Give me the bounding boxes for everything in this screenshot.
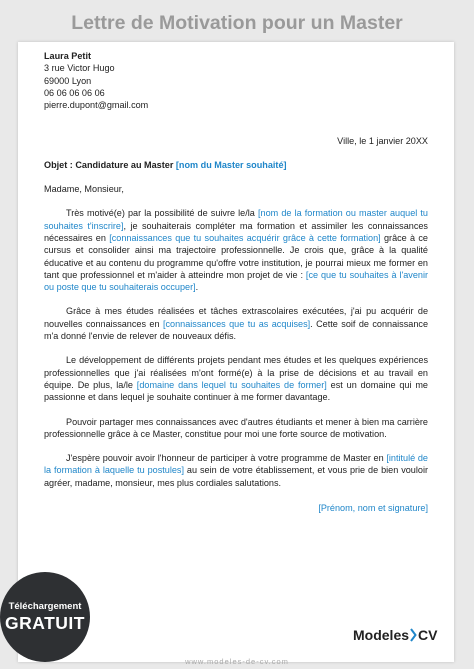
salutation: Madame, Monsieur, bbox=[44, 184, 124, 195]
p1-text-2: , je souhaiterais compléter ma formation et assimiler les connaissances nécessaires en bbox=[44, 220, 428, 243]
letter-page bbox=[18, 42, 454, 662]
p1-placeholder-3: [ce que tu souhaites à l'avenir ou poste que tu souhaiterais occuper] bbox=[44, 269, 428, 293]
paragraph-4: Pouvoir partager mes connaissances avec d'autres étudiants et mener à bien ma carrière professionnelle grâce à ce Master, constitue pour moi une forte source de motivation. bbox=[44, 416, 428, 439]
p3-text-2: est un domaine qui me passionne et dans lequel je souhaite continuer à me former davantage. bbox=[44, 379, 428, 403]
p2-text-2: . Cette soif de connaissance m'a donné l'envie de relever de nouveaux défis. bbox=[44, 318, 428, 342]
p1-text-3: grâce à ce cursus et consolider ainsi ma trajectoire professionnelle. Je crois que, grâce à la qualité éducative et au contenu du programme qu'offre votre institution, je pourrai mieux me former en tant que professionnel et m'aider à atteindre mon projet de vie : bbox=[44, 232, 428, 280]
letter-date: Ville, le 1 janvier 20XX bbox=[337, 136, 428, 147]
badge-line-2: GRATUIT bbox=[5, 612, 85, 633]
sender-email: pierre.dupont@gmail.com bbox=[44, 100, 149, 111]
paragraph-5 bbox=[44, 452, 428, 489]
logo-text-right: CV bbox=[418, 627, 438, 643]
logo-text-left: Modeles bbox=[353, 627, 410, 643]
sender-phone: 06 06 06 06 06 bbox=[44, 87, 105, 98]
paragraph-1 bbox=[44, 207, 428, 293]
p1-placeholder-2: [connaissances que tu souhaites acquérir grâce à cette formation] bbox=[109, 232, 381, 243]
letter-body bbox=[44, 50, 428, 514]
p1-text-4: . bbox=[195, 282, 199, 293]
paragraph-2 bbox=[44, 305, 428, 342]
p5-placeholder-1: [intitulé de la formation à laquelle tu postules] bbox=[44, 453, 428, 476]
page-title: Lettre de Motivation pour un Master bbox=[71, 11, 403, 34]
sender-block bbox=[44, 50, 428, 111]
website-url: www.modeles-de-cv.com bbox=[185, 657, 289, 666]
p5-text-2: au sein de votre établissement, et vous prie de bien vouloir agréer, madame, monsieur, mes plus cordiales salutations. bbox=[44, 465, 428, 488]
brand-logo[interactable] bbox=[353, 627, 437, 643]
sender-name: Laura Petit bbox=[44, 51, 91, 61]
free-download-badge[interactable] bbox=[0, 572, 90, 662]
p3-placeholder-1: [domaine dans lequel tu souhaites de former] bbox=[136, 379, 327, 390]
subject-label: Objet : Candidature au Master bbox=[44, 159, 174, 170]
p2-placeholder-1: [connaissances que tu as acquises] bbox=[162, 318, 311, 329]
sender-street: 3 rue Victor Hugo bbox=[44, 63, 115, 74]
signature-placeholder: [Prénom, nom et signature] bbox=[318, 503, 428, 514]
header-bar bbox=[0, 0, 474, 46]
sender-city: 69000 Lyon bbox=[44, 75, 92, 86]
badge-line-1: Téléchargement bbox=[8, 600, 82, 612]
logo-chevron-icon bbox=[410, 628, 417, 642]
letter-subject bbox=[44, 159, 428, 171]
p5-text-1: J'espère pouvoir avoir l'honneur de participer à votre programme de Master en bbox=[66, 453, 387, 464]
paragraph-3 bbox=[44, 354, 428, 403]
p1-placeholder-1: [nom de la formation ou master auquel tu souhaites t'inscrire] bbox=[44, 208, 428, 231]
p2-text-1: Grâce à mes études réalisées et tâches extrascolaires exécutées, j'ai pu acquérir de nouvelles connaissances en bbox=[44, 306, 428, 329]
subject-placeholder: [nom du Master souhaité] bbox=[175, 159, 287, 170]
p3-text-1: Le développement de différents projets pendant mes études et les quelques expériences professionnelles que j'ai réalisées m'ont formé(e) à la prise de décisions et au travail en équipe. De plus, la/le bbox=[44, 355, 428, 390]
p1-text-1: Très motivé(e) par la possibilité de suivre le/la bbox=[66, 208, 258, 219]
